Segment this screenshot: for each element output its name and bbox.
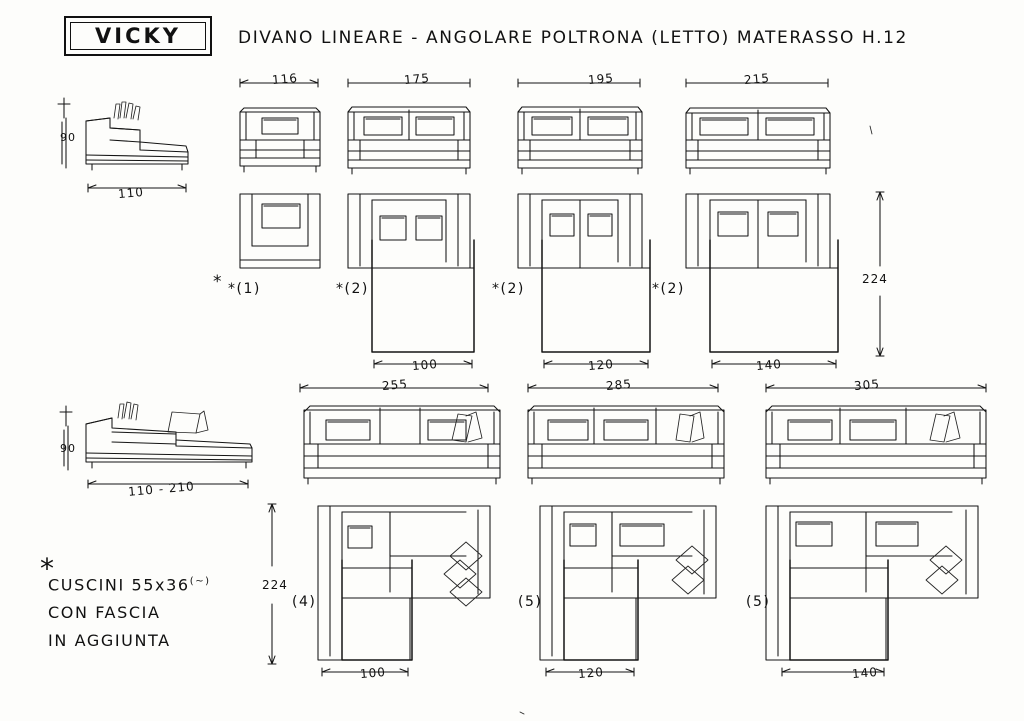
dim-side-bottom-depth: 110 - 210 <box>127 479 196 499</box>
dim-side-top-depth: 110 <box>117 184 145 202</box>
dim-row2-width-0: 255 <box>381 376 409 394</box>
star-marker-r1-0: * <box>213 272 223 292</box>
dim-row2-width-1: 285 <box>605 376 633 394</box>
dim-arrows-row1-top <box>240 79 828 87</box>
title-box-inner <box>70 22 206 50</box>
dim-row2-bed-depth: 224 <box>262 578 288 592</box>
label-row1-0: *(1) <box>228 281 261 297</box>
sheet-heading: DIVANO LINEARE - ANGOLARE POLTRONA (LETTO) MATERASSO H.12 <box>238 28 908 48</box>
page-title: VICKY <box>95 24 181 48</box>
legend-star: * <box>40 552 56 585</box>
legend-block <box>48 568 211 655</box>
paper-marks <box>520 126 872 714</box>
plan-view-r2-0 <box>318 506 490 676</box>
dim-row1-bed-1: 120 <box>587 356 615 374</box>
dim-row1-bed-2: 140 <box>755 356 783 374</box>
plan-view-r1-2 <box>518 194 650 368</box>
label-row1-3: *(2) <box>652 281 685 297</box>
dim-row1-width-1: 175 <box>403 70 431 88</box>
legend-line-1 <box>48 568 211 599</box>
dim-row1-width-3: 215 <box>743 70 771 88</box>
front-view-r2-1 <box>528 406 724 484</box>
dim-row1-bed-depth: 224 <box>862 272 888 286</box>
dim-row2-width-2: 305 <box>853 376 881 394</box>
label-row2-2: (5) <box>746 594 771 610</box>
side-view-top <box>58 98 188 192</box>
plan-view-r1-0 <box>240 194 320 268</box>
label-row2-0: (4) <box>292 594 317 610</box>
plan-view-r1-3 <box>686 194 838 368</box>
plan-view-r2-1 <box>540 506 716 676</box>
dim-row2-bed-1: 120 <box>577 664 605 682</box>
dim-row1-width-2: 195 <box>587 70 615 88</box>
plan-view-r2-2 <box>766 506 978 676</box>
title-box <box>64 16 212 56</box>
front-view-r1-3 <box>686 108 830 174</box>
legend-line-3: IN AGGIUNTA <box>48 631 171 651</box>
label-row2-1: (5) <box>518 594 543 610</box>
front-view-r2-2 <box>766 406 986 484</box>
dim-side-top-height: 90 <box>60 131 76 144</box>
dim-row2-bed-2: 140 <box>851 664 879 682</box>
front-view-r1-2 <box>518 107 642 174</box>
dim-row1-width-0: 116 <box>271 70 299 88</box>
dim-side-bottom-height: 90 <box>60 442 76 455</box>
legend-line-2: CON FASCIA <box>48 603 161 623</box>
label-row1-1: *(2) <box>336 281 369 297</box>
label-row1-2: *(2) <box>492 281 525 297</box>
side-view-bottom <box>60 402 252 488</box>
front-view-r1-0 <box>240 108 320 172</box>
legend-line-1-text: CUSCINI 55x36 <box>48 575 190 595</box>
front-view-r2-0 <box>304 406 500 484</box>
dim-row1-bed-0: 100 <box>411 356 439 374</box>
legend-line-1-sup: (~) <box>189 576 211 587</box>
front-view-r1-1 <box>348 107 470 174</box>
dim-row2-bed-0: 100 <box>359 664 387 682</box>
